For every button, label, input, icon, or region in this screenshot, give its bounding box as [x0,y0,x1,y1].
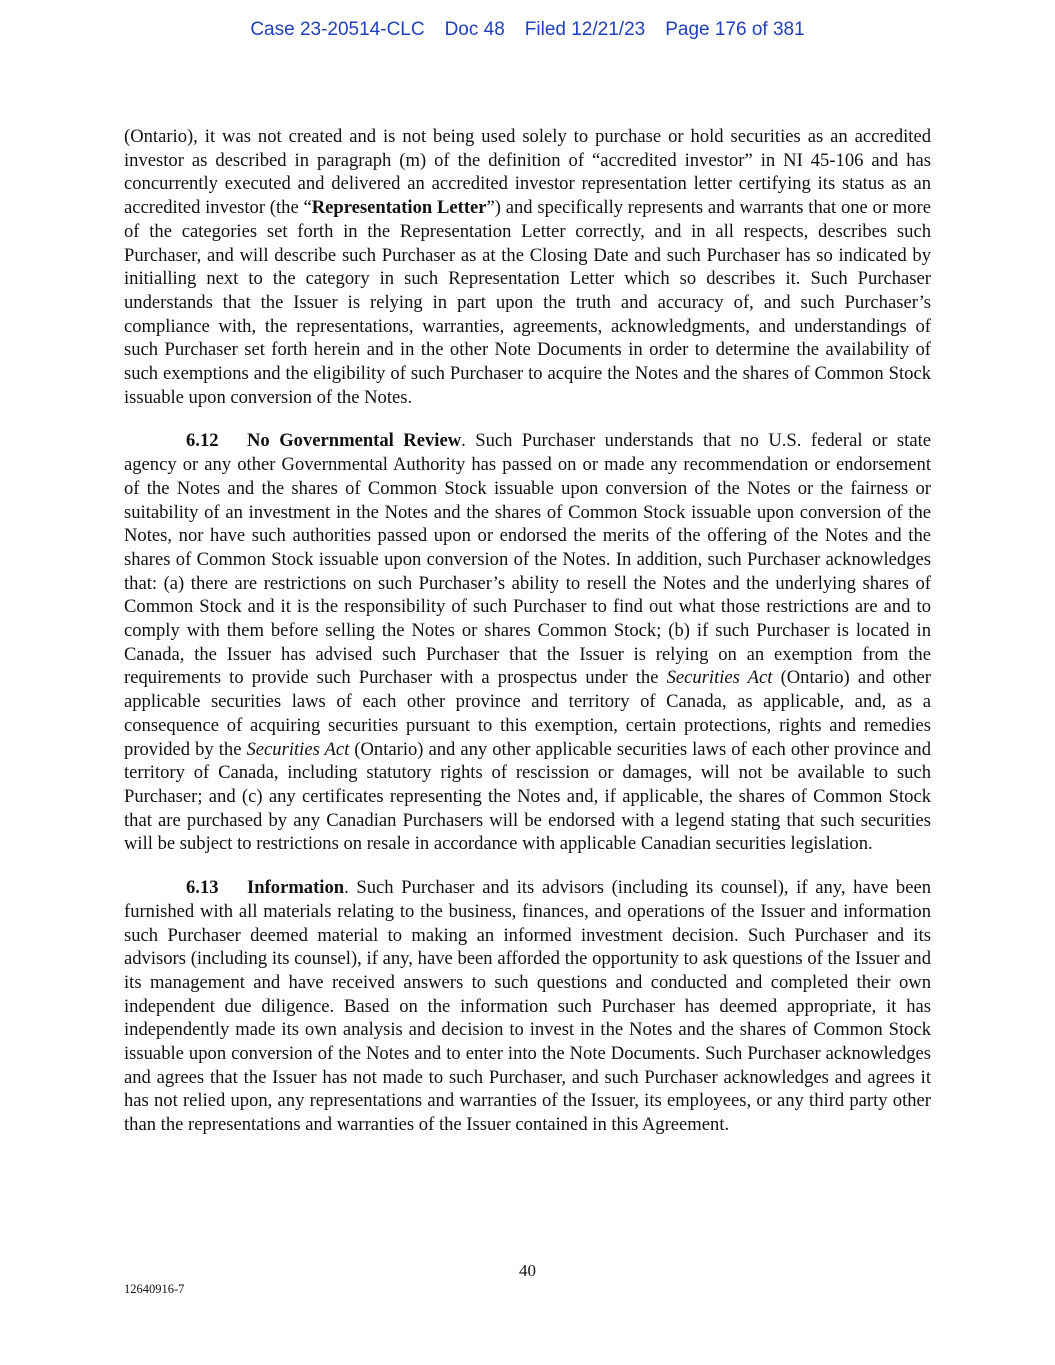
section-6-13 [124,876,931,1137]
section-title: No Governmental Review [247,430,462,452]
doc-number: Doc 48 [444,19,505,40]
section-title: Information [247,877,345,899]
defined-term: Representation Letter [311,197,487,219]
section-number: 6.12 [186,430,219,452]
paragraph-text: (Ontario), it was not created and is not being used solely to purchase or hold securities as an accredited investor as described in paragraph (m) of the definition of “accredited investor” in NI 45-106 and has concurrently executed and delivered an accredited investor representation letter certifying its status as an accredited investor (the “ [124,126,931,219]
section-text: . Such Purchaser understands that no U.S. federal or state agency or any other Governmental Authority has passed on or made any recommendation or endorsement of the Notes and the shares of Common Stock issuable upon conversion of the Notes or the fairness or suitability of an investment in the Notes and the shares of Common Stock issuable upon conversion of the Notes, nor have such authorities passed upon or endorsed the merits of the offering of the Notes and the shares of Common Stock issuable upon conversion of the Notes. In addition, such Purchaser acknowledges that: (a) there are restrictions on such Purchaser’s ability to resell the Notes and the underlying shares of Common Stock and it is the responsibility of such Purchaser to find out what those restrictions are and to comply with them before selling the Notes or shares Common Stock; (b) if such Purchaser is located in Canada, the Issuer has advised such Purchaser that the Issuer is relying on an exemption from the requirements to provide such Purchaser with a prospectus under the [124,430,931,689]
section-text: . Such Purchaser and its advisors (including its counsel), if any, have been furnished with all materials relating to the business, finances, and operations of the Issuer and information such Purchaser deemed material to making an informed investment decision. Such Purchaser and its advisors (including its counsel), if any, have been afforded the opportunity to ask questions of the Issuer and its management and have received answers to such questions and conducted and completed their own independent due diligence. Based on the information such Purchaser has deemed appropriate, it has independently made its own analysis and decision to invest in the Notes and the shares of Common Stock issuable upon conversion of the Notes and to enter into the Note Documents. Such Purchaser acknowledges and agrees that the Issuer has not made to such Purchaser, and such Purchaser acknowledges and agrees it has not relied upon, any representations and warranties of the Issuer, its employees, or any third party other than the representations and warranties of the Issuer contained in this Agreement. [124,877,931,1136]
section-text: (Ontario) and any other applicable securities laws of each other province and territory of Canada, including statutory rights of rescission or damages, will not be available to such Purchaser; and (c) any certificates representing the Notes and, if applicable, the shares of Common Stock that are purchased by any Canadian Purchasers will be endorsed with a legend stating that such securities will be subject to restrictions on resale in accordance with applicable Canadian securities legislation. [124,738,931,855]
section-text: (Ontario) and other applicable securities laws of each other province and territory of Canada, as applicable, and, as a consequence of acquiring securities pursuant to this exemption, certain protections, rights and remedies provided by the [124,667,931,760]
statute-name: Securities Act [666,667,773,689]
paragraph-continuation [124,125,931,409]
statute-name: Securities Act [246,738,350,760]
section-number: 6.13 [186,877,219,899]
court-filing-header [0,19,1055,41]
paragraph-text: ”) and specifically represents and warrants that one or more of the categories set forth in the Representation Letter correctly, and in all respects, describes such Purchaser, and will describe such Purchaser as at the Closing Date and such Purchaser has so indicated by initialling next to the category in such Representation Letter which so describes it. Such Purchaser understands that the Issuer is relying in part upon the truth and accuracy of, and such Purchaser’s compliance with, the representations, warranties, agreements, acknowledgments, and understandings of such Purchaser set forth herein and in the other Note Documents in order to determine the availability of such exemptions and the eligibility of such Purchaser to acquire the Notes and the shares of Common Stock issuable upon conversion of the Notes. [124,197,931,408]
page-count: Page 176 of 381 [665,19,805,40]
document-id: 12640916-7 [124,1282,185,1296]
filed-date: Filed 12/21/23 [524,19,646,40]
case-number: Case 23-20514-CLC [250,19,425,40]
page-number: 40 [519,1261,536,1280]
document-body [124,125,931,1157]
section-6-12 [124,429,931,856]
